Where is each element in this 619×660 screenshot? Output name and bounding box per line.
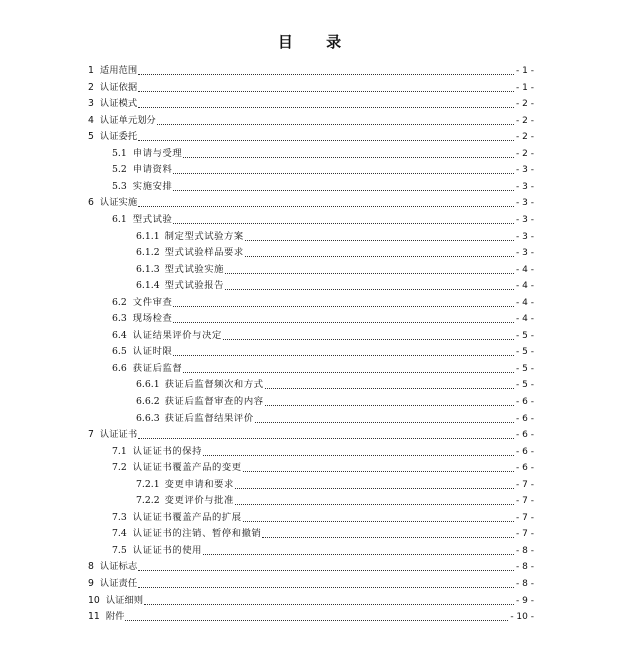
toc-dot-leader	[173, 189, 514, 191]
toc-entry-6-6-3[interactable]	[0, 408, 619, 425]
toc-entry-8[interactable]	[0, 557, 619, 574]
toc-entry-7-1[interactable]	[0, 441, 619, 458]
toc-entry-title: 变更评价与批准	[164, 495, 234, 507]
toc-entry-9[interactable]	[0, 573, 619, 590]
toc-entry-title: 型式试验实施	[164, 263, 225, 275]
toc-entry-page: - 3 -	[516, 165, 534, 176]
toc-entry-number: 5.3	[112, 180, 127, 192]
toc-entry-1[interactable]	[0, 61, 619, 78]
toc-entry-title: 认证证书的注销、暂停和撤销	[132, 528, 262, 540]
toc-entry-page: - 8 -	[516, 579, 534, 589]
toc-entry-3[interactable]	[0, 94, 619, 111]
toc-entry-page: - 10 -	[510, 612, 534, 623]
toc-entry-title: 申请资料	[132, 164, 173, 176]
toc-entry-page: - 3 -	[516, 198, 534, 209]
toc-entry-title: 认证模式	[99, 98, 138, 110]
toc-dot-leader	[243, 520, 514, 522]
toc-entry-number: 5.1	[112, 147, 127, 159]
toc-entry-number: 6.6.3	[136, 412, 160, 424]
toc-entry-title: 附件	[105, 611, 125, 623]
toc-entry-7-3[interactable]	[0, 507, 619, 524]
toc-dot-leader	[203, 454, 514, 456]
toc-entry-7-2-2[interactable]	[0, 491, 619, 508]
toc-dot-leader	[138, 73, 514, 75]
toc-entry-number: 6.6.1	[136, 379, 160, 391]
toc-entry-7-2-1[interactable]	[0, 474, 619, 491]
toc-entry-title: 文件审查	[132, 296, 173, 308]
toc-entry-number: 1	[88, 65, 94, 77]
toc-dot-leader	[138, 586, 514, 588]
toc-entry-title: 认证单元划分	[99, 114, 156, 126]
toc-entry-page: - 1 -	[516, 82, 534, 93]
toc-entry-number: 7	[88, 429, 94, 441]
toc-entry-number: 6.1.3	[136, 263, 160, 275]
toc-entry-page: - 6 -	[516, 446, 534, 457]
toc-entry-number: 6.2	[112, 296, 127, 308]
toc-entry-page: - 2 -	[516, 148, 534, 159]
toc-entry-6-1-3[interactable]	[0, 259, 619, 276]
toc-entry-6-1[interactable]	[0, 209, 619, 226]
toc-entry-title: 型式试验报告	[164, 280, 225, 292]
toc-entry-number: 6.1	[112, 213, 127, 225]
toc-entry-6[interactable]	[0, 193, 619, 210]
toc-dot-leader	[265, 387, 514, 389]
toc-entry-title: 获证后监督审查的内容	[164, 395, 264, 407]
toc-dot-leader	[138, 205, 514, 207]
toc-dot-leader	[225, 288, 514, 290]
toc-entry-number: 6.6	[112, 362, 127, 374]
toc-entry-number: 7.3	[112, 511, 127, 523]
toc-dot-leader	[183, 156, 514, 158]
toc-entry-page: - 3 -	[516, 214, 534, 225]
toc-dot-leader	[223, 338, 514, 340]
toc-entry-6-1-2[interactable]	[0, 243, 619, 260]
toc-entry-2[interactable]	[0, 77, 619, 94]
toc-list	[0, 61, 619, 624]
toc-entry-number: 2	[88, 81, 94, 93]
toc-entry-7-5[interactable]	[0, 540, 619, 557]
toc-entry-page: - 7 -	[516, 496, 534, 507]
toc-entry-page: - 5 -	[516, 347, 534, 358]
toc-dot-leader	[255, 421, 514, 423]
toc-entry-page: - 3 -	[516, 181, 534, 192]
toc-entry-title: 认证委托	[99, 131, 138, 143]
toc-dot-leader	[173, 354, 514, 356]
toc-entry-title: 认证实施	[99, 197, 138, 209]
toc-entry-number: 6.4	[112, 329, 127, 341]
toc-entry-title: 认证细则	[105, 594, 144, 606]
toc-entry-page: - 2 -	[516, 99, 534, 110]
toc-dot-leader	[173, 172, 514, 174]
toc-entry-title: 认证证书	[99, 429, 138, 441]
toc-dot-leader	[245, 255, 514, 257]
toc-entry-page: - 5 -	[516, 330, 534, 341]
toc-entry-6-3[interactable]	[0, 309, 619, 326]
toc-dot-leader	[157, 123, 514, 125]
toc-entry-page: - 7 -	[516, 479, 534, 490]
toc-dot-leader	[262, 536, 514, 538]
toc-entry-number: 7.4	[112, 528, 127, 540]
toc-entry-title: 型式试验	[132, 213, 173, 225]
toc-entry-page: - 3 -	[516, 231, 534, 242]
toc-entry-number: 7.2.2	[136, 495, 160, 507]
toc-entry-number: 10	[88, 594, 100, 606]
toc-entry-6-2[interactable]	[0, 292, 619, 309]
toc-entry-6-6-1[interactable]	[0, 375, 619, 392]
toc-dot-leader	[265, 404, 514, 406]
toc-entry-number: 6.6.2	[136, 395, 160, 407]
toc-entry-number: 8	[88, 561, 94, 573]
toc-title: 目 录	[277, 33, 356, 51]
toc-entry-title: 获证后监督频次和方式	[164, 379, 264, 391]
toc-entry-number: 6	[88, 197, 94, 209]
toc-entry-number: 6.1.2	[136, 247, 160, 259]
toc-entry-10[interactable]	[0, 590, 619, 607]
toc-entry-number: 7.5	[112, 544, 127, 556]
toc-dot-leader	[138, 139, 514, 141]
toc-entry-6-1-4[interactable]	[0, 276, 619, 293]
toc-entry-title: 变更申请和要求	[164, 478, 234, 490]
toc-entry-title: 认证证书的使用	[132, 544, 203, 556]
toc-entry-number: 11	[88, 611, 100, 623]
toc-entry-title: 认证责任	[99, 578, 138, 589]
toc-entry-number: 6.3	[112, 313, 127, 325]
toc-entry-number: 5.2	[112, 164, 127, 176]
toc-entry-page: - 4 -	[516, 297, 534, 308]
toc-entry-page: - 6 -	[516, 430, 534, 441]
toc-dot-leader	[173, 321, 514, 323]
toc-entry-page: - 8 -	[516, 545, 534, 556]
toc-entry-page: - 1 -	[516, 66, 534, 77]
toc-entry-number: 7.1	[112, 445, 127, 457]
toc-entry-title: 认证时限	[132, 346, 173, 358]
toc-entry-page: - 4 -	[516, 281, 534, 292]
toc-entry-number: 9	[88, 578, 94, 589]
toc-dot-leader	[235, 487, 514, 489]
toc-entry-page: - 7 -	[516, 529, 534, 540]
toc-entry-page: - 6 -	[516, 396, 534, 407]
toc-entry-page: - 8 -	[516, 562, 534, 573]
toc-entry-6-5[interactable]	[0, 342, 619, 359]
toc-entry-number: 6.1.4	[136, 280, 160, 292]
toc-dot-leader	[245, 239, 514, 241]
toc-entry-title: 制定型式试验方案	[164, 230, 244, 242]
toc-entry-4[interactable]	[0, 110, 619, 127]
toc-entry-7-4[interactable]	[0, 524, 619, 541]
toc-entry-page: - 7 -	[516, 512, 534, 523]
toc-entry-11[interactable]	[0, 607, 619, 624]
toc-dot-leader	[203, 553, 514, 555]
toc-entry-5[interactable]	[0, 127, 619, 144]
toc-entry-title: 获证后监督	[132, 362, 183, 374]
toc-entry-title: 认证结果评价与决定	[132, 329, 222, 341]
toc-entry-5-3[interactable]	[0, 176, 619, 193]
toc-dot-leader	[138, 437, 514, 439]
toc-entry-page: - 6 -	[516, 413, 534, 424]
toc-entry-title: 认证证书的保持	[132, 445, 203, 457]
toc-entry-number: 4	[88, 114, 94, 126]
toc-entry-title: 认证证书覆盖产品的扩展	[132, 511, 242, 523]
toc-entry-title: 认证依据	[99, 81, 138, 93]
toc-entry-page: - 5 -	[516, 363, 534, 374]
toc-dot-leader	[225, 272, 514, 274]
toc-entry-page: - 9 -	[516, 595, 534, 606]
toc-entry-5-2[interactable]	[0, 160, 619, 177]
toc-entry-page: - 3 -	[516, 248, 534, 259]
toc-entry-number: 5	[88, 131, 94, 143]
toc-dot-leader	[235, 503, 514, 505]
toc-entry-6-6-2[interactable]	[0, 391, 619, 408]
toc-entry-page: - 6 -	[516, 463, 534, 474]
toc-entry-number: 7.2	[112, 462, 127, 474]
toc-entry-title: 认证证书覆盖产品的变更	[132, 462, 242, 474]
toc-dot-leader	[138, 569, 514, 571]
toc-entry-page: - 4 -	[516, 264, 534, 275]
toc-entry-6-4[interactable]	[0, 325, 619, 342]
toc-entry-title: 申请与受理	[132, 147, 183, 159]
toc-entry-7[interactable]	[0, 425, 619, 442]
toc-entry-page: - 5 -	[516, 380, 534, 391]
toc-entry-5-1[interactable]	[0, 143, 619, 160]
toc-dot-leader	[183, 371, 514, 373]
toc-entry-6-1-1[interactable]	[0, 226, 619, 243]
toc-dot-leader	[173, 222, 514, 224]
toc-entry-number: 6.1.1	[136, 230, 160, 242]
toc-entry-page: - 2 -	[516, 115, 534, 126]
toc-entry-title: 现场检查	[132, 313, 173, 325]
toc-entry-page: - 2 -	[516, 132, 534, 143]
toc-entry-title: 型式试验样品要求	[164, 247, 244, 259]
toc-entry-number: 3	[88, 98, 94, 110]
toc-entry-6-6[interactable]	[0, 358, 619, 375]
toc-entry-title: 获证后监督结果评价	[164, 412, 254, 424]
toc-dot-leader	[138, 106, 514, 108]
toc-dot-leader	[138, 90, 514, 92]
toc-entry-page: - 4 -	[516, 314, 534, 325]
toc-dot-leader	[144, 603, 514, 605]
toc-entry-number: 6.5	[112, 346, 127, 358]
toc-entry-title: 实施安排	[132, 180, 173, 192]
toc-dot-leader	[125, 619, 508, 621]
toc-entry-number: 7.2.1	[136, 478, 160, 490]
toc-entry-title: 适用范围	[99, 65, 138, 77]
toc-entry-title: 认证标志	[99, 561, 138, 573]
toc-entry-7-2[interactable]	[0, 458, 619, 475]
toc-dot-leader	[173, 305, 514, 307]
toc-dot-leader	[243, 470, 514, 472]
